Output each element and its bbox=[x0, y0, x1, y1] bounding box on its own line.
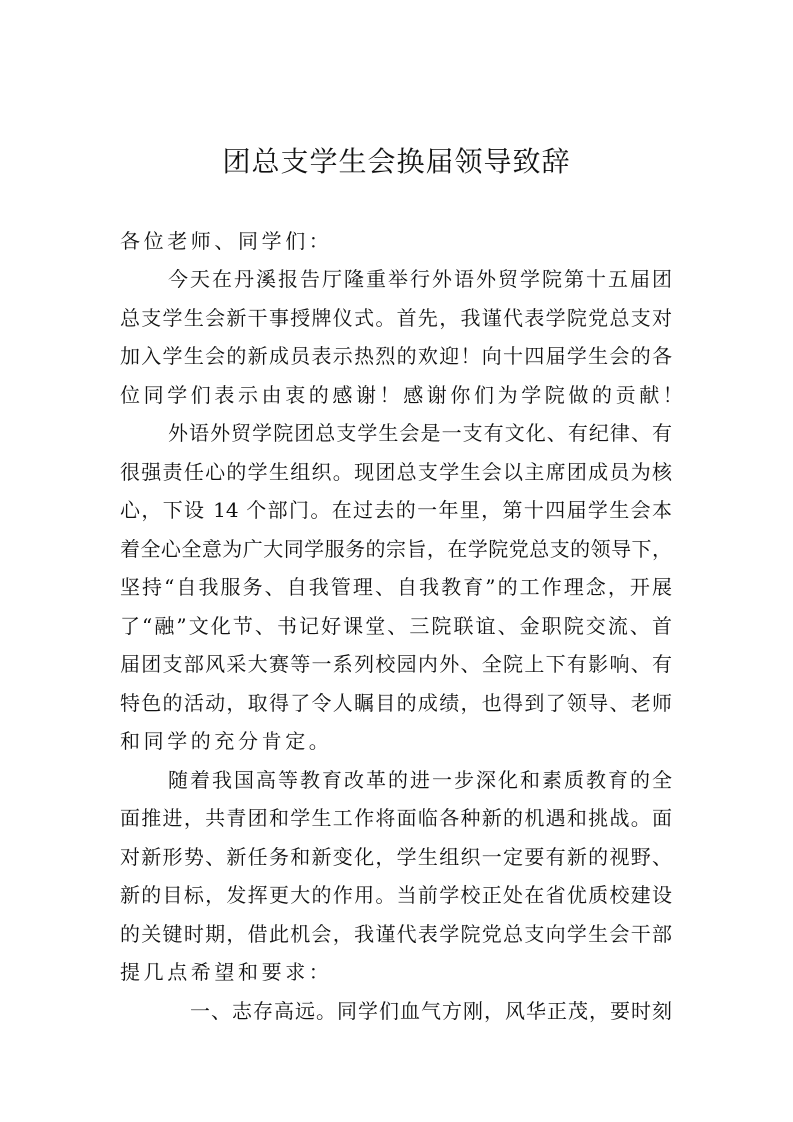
paragraph-line: 新的目标，发挥更大的作用。当前学校正处在省优质校建设 bbox=[120, 883, 672, 907]
paragraph-line: 今天在丹溪报告厅隆重举行外语外贸学院第十五届团 bbox=[168, 267, 672, 291]
paragraph-line: 一、志存高远。同学们血气方刚，风华正茂，要时刻 bbox=[190, 999, 672, 1023]
paragraph-line: 随着我国高等教育改革的进一步深化和素质教育的全 bbox=[168, 768, 672, 792]
paragraph-line: 很强责任心的学生组织。现团总支学生会以主席团成员为核 bbox=[120, 460, 672, 484]
paragraph-line: 了“融”文化节、书记好课堂、三院联谊、金职院交流、首 bbox=[120, 614, 672, 638]
paragraph-line: 面推进，共青团和学生工作将面临各种新的机遇和挑战。面 bbox=[120, 806, 672, 830]
paragraph-line: 坚持“自我服务、自我管理、自我教育”的工作理念，开展 bbox=[120, 575, 672, 599]
paragraph-line: 位同学们表示由衷的感谢！感谢你们为学院做的贡献！ bbox=[120, 383, 687, 407]
paragraph-line: 心，下设 14 个部门。在过去的一年里，第十四届学生会本 bbox=[120, 498, 672, 522]
paragraph-line: 对新形势、新任务和新变化，学生组织一定要有新的视野、 bbox=[120, 845, 672, 869]
paragraph-line: 总支学生会新干事授牌仪式。首先，我谨代表学院党总支对 bbox=[120, 306, 672, 330]
paragraph-line: 和同学的充分肯定。 bbox=[120, 729, 333, 753]
paragraph-line: 提几点希望和要求： bbox=[120, 960, 333, 984]
paragraph-line: 加入学生会的新成员表示热烈的欢迎！向十四届学生会的各 bbox=[120, 344, 672, 368]
salutation: 各位老师、同学们： bbox=[120, 229, 333, 253]
paragraph-line: 届团支部风采大赛等一系列校园内外、全院上下有影响、有 bbox=[120, 652, 672, 676]
paragraph-line: 的关键时期，借此机会，我谨代表学院党总支向学生会干部 bbox=[120, 922, 672, 946]
paragraph-line: 着全心全意为广大同学服务的宗旨，在学院党总支的领导下， bbox=[120, 537, 672, 561]
paragraph-line: 特色的活动，取得了令人瞩目的成绩，也得到了领导、老师 bbox=[120, 691, 672, 715]
paragraph-line: 外语外贸学院团总支学生会是一支有文化、有纪律、有 bbox=[168, 421, 672, 445]
document-title: 团总支学生会换届领导致辞 bbox=[222, 145, 571, 178]
